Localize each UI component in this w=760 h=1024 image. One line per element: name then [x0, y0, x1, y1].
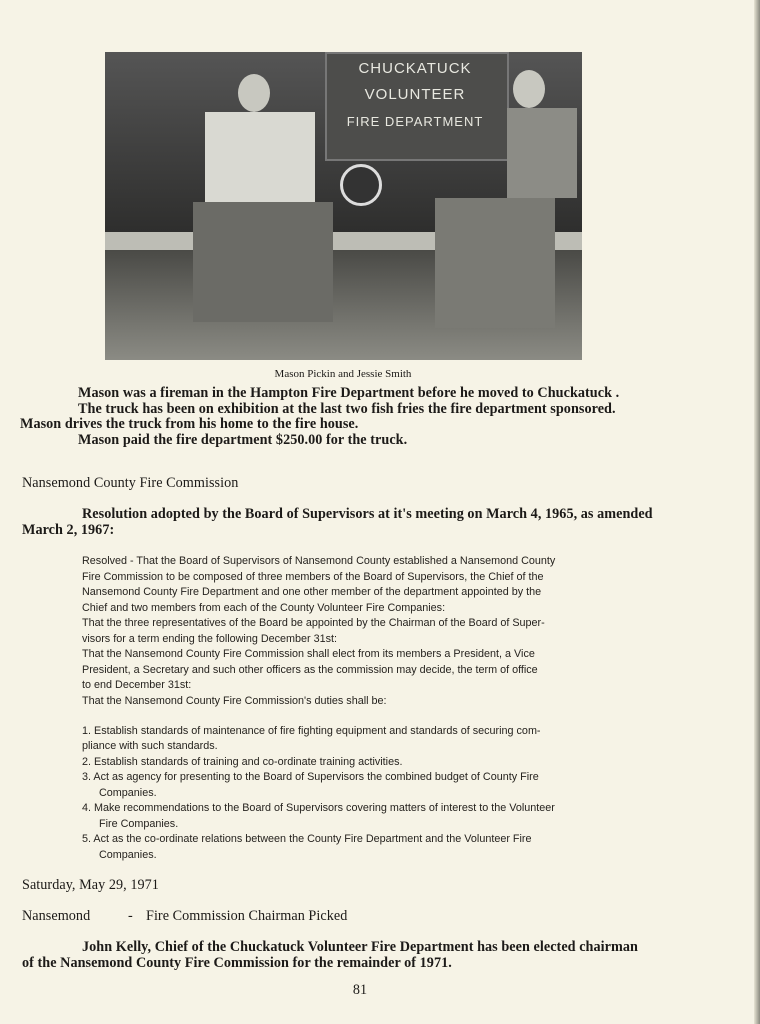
duty-item: Companies. — [99, 849, 157, 861]
story-line: Mason drives the truck from his home to the fire house. — [20, 416, 359, 432]
photo-firemen-truck — [105, 52, 582, 360]
resolution-line: That the Nansemond County Fire Commission shall elect from its members a President, a Vice — [82, 648, 535, 660]
photo-caption: Mason Pickin and Jessie Smith — [274, 368, 412, 380]
story-line: The truck has been on exhibition at the last two fish fries the fire department sponsored. — [78, 401, 616, 417]
resolution-line: Resolved - That the Board of Supervisors of Nansemond County established a Nansemond County — [82, 555, 556, 567]
man-left-shirt — [205, 112, 315, 202]
section-heading: Nansemond County Fire Commission — [22, 475, 239, 491]
duty-item: 5. Act as the co-ordinate relations between the County Fire Department and the Volunteer Fire — [82, 833, 532, 845]
resolution-line: Fire Commission to be composed of three members of the Board of Supervisors, the Chief of the — [82, 571, 544, 583]
duty-item: 1. Establish standards of maintenance of fire fighting equipment and standards of securing com- — [82, 725, 541, 737]
page-edge — [754, 0, 760, 1024]
story-line: Mason paid the fire department $250.00 for the truck. — [78, 432, 408, 448]
resolution-line: to end December 31st: — [82, 679, 192, 691]
news-place: Nansemond — [22, 908, 91, 924]
page-number: 81 — [352, 982, 368, 998]
man-left-head — [238, 74, 270, 112]
emblem — [340, 164, 382, 206]
duty-item: Fire Companies. — [99, 818, 179, 830]
duty-item: 3. Act as agency for presenting to the Board of Supervisors the combined budget of County Fire — [82, 771, 539, 783]
duty-item: 2. Establish standards of training and co-ordinate training activities. — [82, 756, 403, 768]
story-line: Mason was a fireman in the Hampton Fire Department before he moved to Chuckatuck . — [78, 385, 620, 401]
truck-text: FIRE DEPARTMENT — [346, 114, 484, 129]
news-dash: - — [128, 908, 133, 924]
man-right-shirt — [507, 108, 577, 198]
resolution-line: That the Nansemond County Fire Commission's duties shall be: — [82, 695, 387, 707]
resolution-line: visors for a term ending the following December 31st: — [82, 633, 338, 645]
date-heading: Saturday, May 29, 1971 — [22, 877, 159, 893]
resolution-intro: Resolution adopted by the Board of Supervisors at it's meeting on March 4, 1965, as amended — [82, 506, 653, 522]
truck-text: CHUCKATUCK — [358, 60, 472, 77]
duty-item: Companies. — [99, 787, 157, 799]
news-body: of the Nansemond County Fire Commission for the remainder of 1971. — [22, 955, 452, 971]
man-right-head — [513, 70, 545, 108]
news-body: John Kelly, Chief of the Chuckatuck Volunteer Fire Department has been elected chairman — [82, 939, 638, 955]
resolution-line: Chief and two members from each of the County Volunteer Fire Companies: — [82, 602, 446, 614]
resolution-line: President, a Secretary and such other officers as the commission may decide, the term of office — [82, 664, 538, 676]
resolution-intro: March 2, 1967: — [22, 522, 115, 538]
duty-item: 4. Make recommendations to the Board of Supervisors covering matters of interest to the Volunteer — [82, 802, 555, 814]
duty-item: pliance with such standards. — [82, 740, 218, 752]
news-headline: Fire Commission Chairman Picked — [146, 908, 348, 924]
resolution-line: That the three representatives of the Board be appointed by the Chairman of the Board of Super- — [82, 617, 545, 629]
man-right-pants — [435, 198, 555, 328]
man-left-pants — [193, 202, 333, 322]
resolution-line: Nansemond County Fire Department and one other member of the department appointed by the — [82, 586, 542, 598]
truck-text: VOLUNTEER — [364, 86, 466, 103]
